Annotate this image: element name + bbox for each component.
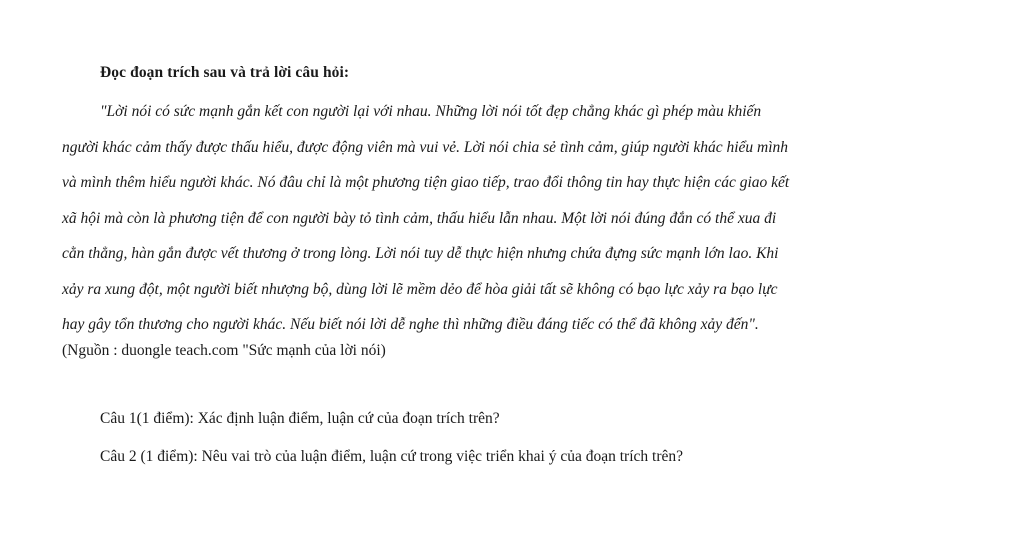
- source-citation: (Nguồn : duongle teach.com "Sức mạnh của lời nói): [62, 342, 386, 359]
- question-1: Câu 1(1 điểm): Xác định luận điểm, luận cứ của đoạn trích trên?: [100, 410, 500, 427]
- passage-line: người khác cảm thấy được thấu hiểu, được động viên mà vui vẻ. Lời nói chia sẻ tình cảm, giúp người khác hiểu mình: [62, 138, 789, 156]
- passage-line: "Lời nói có sức mạnh gắn kết con người lại với nhau. Những lời nói tốt đẹp chẳng khác gì phép màu khiến: [100, 103, 762, 120]
- passage-line: và mình thêm hiểu người khác. Nó đâu chỉ là một phương tiện giao tiếp, trao đổi thông tin hay thực hiện các giao kết: [62, 174, 790, 191]
- passage-line: xảy ra xung đột, một người biết nhượng bộ, dùng lời lẽ mềm dẻo để hòa giải tất sẽ không có bạo lực xảy ra bạo lực: [62, 280, 778, 298]
- exercise-heading: Đọc đoạn trích sau và trả lời câu hỏi:: [100, 64, 350, 81]
- passage-excerpt: [62, 94, 972, 343]
- passage-line: xã hội mà còn là phương tiện để con người bày tỏ tình cảm, thấu hiểu lẫn nhau. Một lời nói đúng đắn có thể xua đi: [62, 209, 777, 227]
- passage-line: cằn thẳng, hàn gắn được vết thương ở trong lòng. Lời nói tuy dễ thực hiện nhưng chứa đựng sức mạnh lớn lao. Khi: [62, 245, 779, 262]
- question-2: Câu 2 (1 điểm): Nêu vai trò của luận điểm, luận cứ trong việc triển khai ý của đoạn trích trên?: [100, 448, 683, 465]
- passage-line: hay gây tổn thương cho người khác. Nếu biết nói lời dễ nghe thì những điều đáng tiếc có thể đã không xảy đến".: [62, 316, 759, 333]
